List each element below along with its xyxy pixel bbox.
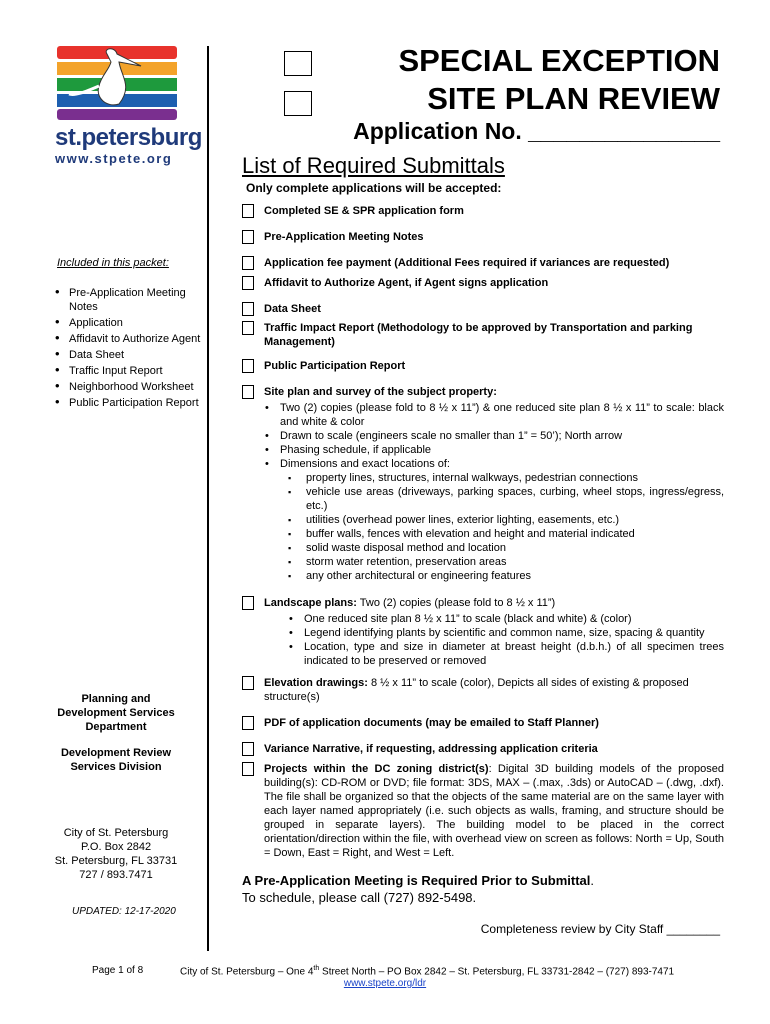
list-item: • Dimensions and exact locations of: <box>262 457 724 471</box>
list-item: • Legend identifying plants by scientific and common name, size, spacing & quantity <box>286 626 724 640</box>
list-item: ▪ property lines, structures, internal walkways, pedestrian connections <box>286 471 724 485</box>
item-label: Completed SE & SPR application form <box>264 205 464 217</box>
completeness-review: Completeness review by City Staff ________ <box>480 922 720 936</box>
department-name <box>50 692 182 734</box>
dc-zoning-detail: : Digital 3D building models of the proposed building(s): CD-ROM or DVD; file format: 3DS, MAX – (.max, .3ds) or AutoCAD – (.dwg, .dxf). The file shall be organized so that the objects of the same material are on the same layer with each layer named appropriately (i.e. such objects as walls, framing, and structure should be grouped in separate layers). The building model to be placed in the correct orientation/direction within the file, with overhead view on screen as follows: North = Up, South = Down, East = Right, and West = Left. <box>264 763 725 859</box>
list-item: • Affidavit to Authorize Agent <box>55 332 205 346</box>
dept-line: Development Services <box>57 707 175 719</box>
landscape-label: Landscape plans: <box>264 597 357 609</box>
application-number: Application No. _______________ <box>353 118 720 144</box>
checklist-item-site-plan <box>242 385 724 583</box>
logo-url: www.stpete.org <box>55 151 173 166</box>
item-label: Affidavit to Authorize Agent, if Agent signs application <box>264 277 549 289</box>
packet-heading: Included in this packet: <box>57 257 169 269</box>
item-checkbox[interactable] <box>242 385 254 399</box>
address-line: St. Petersburg, FL 33731 <box>54 855 178 867</box>
list-item: ▪ vehicle use areas (driveways, parking spaces, curbing, wheel stops, ingress/egress, etc.) <box>286 485 724 513</box>
checklist-item <box>242 321 724 349</box>
list-item: • Traffic Input Report <box>55 364 205 378</box>
special-exception-checkbox[interactable] <box>284 51 312 76</box>
checklist-item <box>242 230 724 244</box>
only-complete-note: Only complete applications will be accepted: <box>246 181 502 195</box>
item-label: Traffic Impact Report (Methodology to be approved by Transportation and parking Management) <box>264 322 693 348</box>
list-item: • Drawn to scale (engineers scale no smaller than 1” = 50’); North arrow <box>262 429 724 443</box>
dc-zoning-label: Projects within the DC zoning district(s) <box>264 763 489 775</box>
footer-address <box>180 965 674 977</box>
dept-line: Department <box>85 721 147 733</box>
page-title <box>398 42 720 118</box>
checklist-item-dc-zoning <box>242 762 724 860</box>
list-item: • Two (2) copies (please fold to 8 ½ x 11”) & one reduced site plan 8 ½ x 11” to scale: black and white & color <box>262 401 724 429</box>
pre-application-notice <box>242 872 594 906</box>
list-item: ▪ solid waste disposal method and location <box>286 541 724 555</box>
city-logo <box>55 46 202 166</box>
item-label: Application fee payment (Additional Fees required if variances are requested) <box>264 257 670 269</box>
checklist-item <box>242 359 724 373</box>
address-line: 727 / 893.7471 <box>79 869 153 881</box>
item-checkbox[interactable] <box>242 256 254 270</box>
list-item: ▪ utilities (overhead power lines, exterior lighting, easements, etc.) <box>286 513 724 527</box>
checklist-item <box>242 256 724 270</box>
title-line-2: SITE PLAN REVIEW <box>427 81 720 116</box>
item-label <box>264 676 724 704</box>
division-name <box>50 746 182 774</box>
site-plan-sublist <box>262 401 724 471</box>
item-checkbox[interactable] <box>242 762 254 776</box>
item-label <box>264 596 724 610</box>
list-item: • Public Participation Report <box>55 396 205 410</box>
list-item: ▪ buffer walls, fences with elevation and height and material indicated <box>286 527 724 541</box>
prereq-bold: A Pre-Application Meeting is Required Prior to Submittal <box>242 873 591 888</box>
checklist-item <box>242 276 724 290</box>
item-checkbox[interactable] <box>242 359 254 373</box>
division-line: Services Division <box>70 761 162 773</box>
address-line: P.O. Box 2842 <box>80 841 152 853</box>
title-line-1: SPECIAL EXCEPTION <box>398 43 720 78</box>
footer-addr-b: Street North – PO Box 2842 – St. Petersburg, FL 33731-2842 – (727) 893-7471 <box>319 966 675 978</box>
footer-addr-a: City of St. Petersburg – One 4 <box>180 966 314 978</box>
prereq-period: . <box>590 873 595 888</box>
schedule-phone: To schedule, please call (727) 892-5498. <box>242 890 477 905</box>
list-item: • One reduced site plan 8 ½ x 11” to scale (black and white) & (color) <box>286 612 724 626</box>
divider-line <box>207 46 209 951</box>
packet-list <box>55 286 205 412</box>
item-checkbox[interactable] <box>242 230 254 244</box>
checklist-item <box>242 204 724 218</box>
list-heading: List of Required Submittals <box>242 153 505 178</box>
item-label: Variance Narrative, if requesting, addressing application criteria <box>264 743 598 755</box>
item-label: Data Sheet <box>264 303 321 315</box>
checklist-item <box>242 742 724 756</box>
landscape-sublist <box>286 612 724 668</box>
elevation-label: Elevation drawings: <box>264 677 368 689</box>
city-address <box>45 826 187 882</box>
item-checkbox[interactable] <box>242 276 254 290</box>
item-label: Public Participation Report <box>264 360 406 372</box>
updated-date: UPDATED: 12-17-2020 <box>72 906 176 917</box>
checklist-item <box>242 302 724 316</box>
checklist-item-elevation <box>242 676 724 704</box>
list-item: • Data Sheet <box>55 348 205 362</box>
list-item: ▪ any other architectural or engineering features <box>286 569 724 583</box>
item-label: PDF of application documents (may be emailed to Staff Planner) <box>264 717 599 729</box>
dimensions-sublist <box>286 471 724 583</box>
list-item: • Application <box>55 316 205 330</box>
item-label: Site plan and survey of the subject property: <box>264 386 497 398</box>
elevation-detail: 8 ½ x 11” to scale (color), Depicts all sides of existing & proposed structure(s) <box>264 677 689 703</box>
footer-link[interactable]: www.stpete.org/ldr <box>343 978 427 989</box>
pelican-flag-logo-icon <box>55 46 177 120</box>
division-line: Development Review <box>60 747 172 759</box>
list-item: ▪ storm water retention, preservation areas <box>286 555 724 569</box>
checklist-item-landscape <box>242 596 724 668</box>
checklist-item <box>242 716 724 730</box>
item-checkbox[interactable] <box>242 716 254 730</box>
item-checkbox[interactable] <box>242 204 254 218</box>
item-label <box>264 762 724 860</box>
footer-addr-sup: th <box>313 965 320 972</box>
item-label: Pre-Application Meeting Notes <box>264 231 424 243</box>
list-item: • Phasing schedule, if applicable <box>262 443 724 457</box>
item-checkbox[interactable] <box>242 676 254 690</box>
address-line: City of St. Petersburg <box>63 827 169 839</box>
site-plan-review-checkbox[interactable] <box>284 91 312 116</box>
list-item: • Pre-Application Meeting Notes <box>55 286 205 314</box>
item-checkbox[interactable] <box>242 302 254 316</box>
item-checkbox[interactable] <box>242 742 254 756</box>
dept-line: Planning and <box>81 693 151 705</box>
list-item: • Neighborhood Worksheet <box>55 380 205 394</box>
landscape-detail: Two (2) copies (please fold to 8 ½ x 11”) <box>356 597 556 609</box>
page-number: Page 1 of 8 <box>92 965 144 976</box>
item-checkbox[interactable] <box>242 321 254 335</box>
logo-name: st.petersburg <box>55 124 202 151</box>
item-checkbox[interactable] <box>242 596 254 610</box>
list-item: • Location, type and size in diameter at breast height (d.b.h.) of all specimen trees indicated to be preserved or removed <box>286 640 724 668</box>
